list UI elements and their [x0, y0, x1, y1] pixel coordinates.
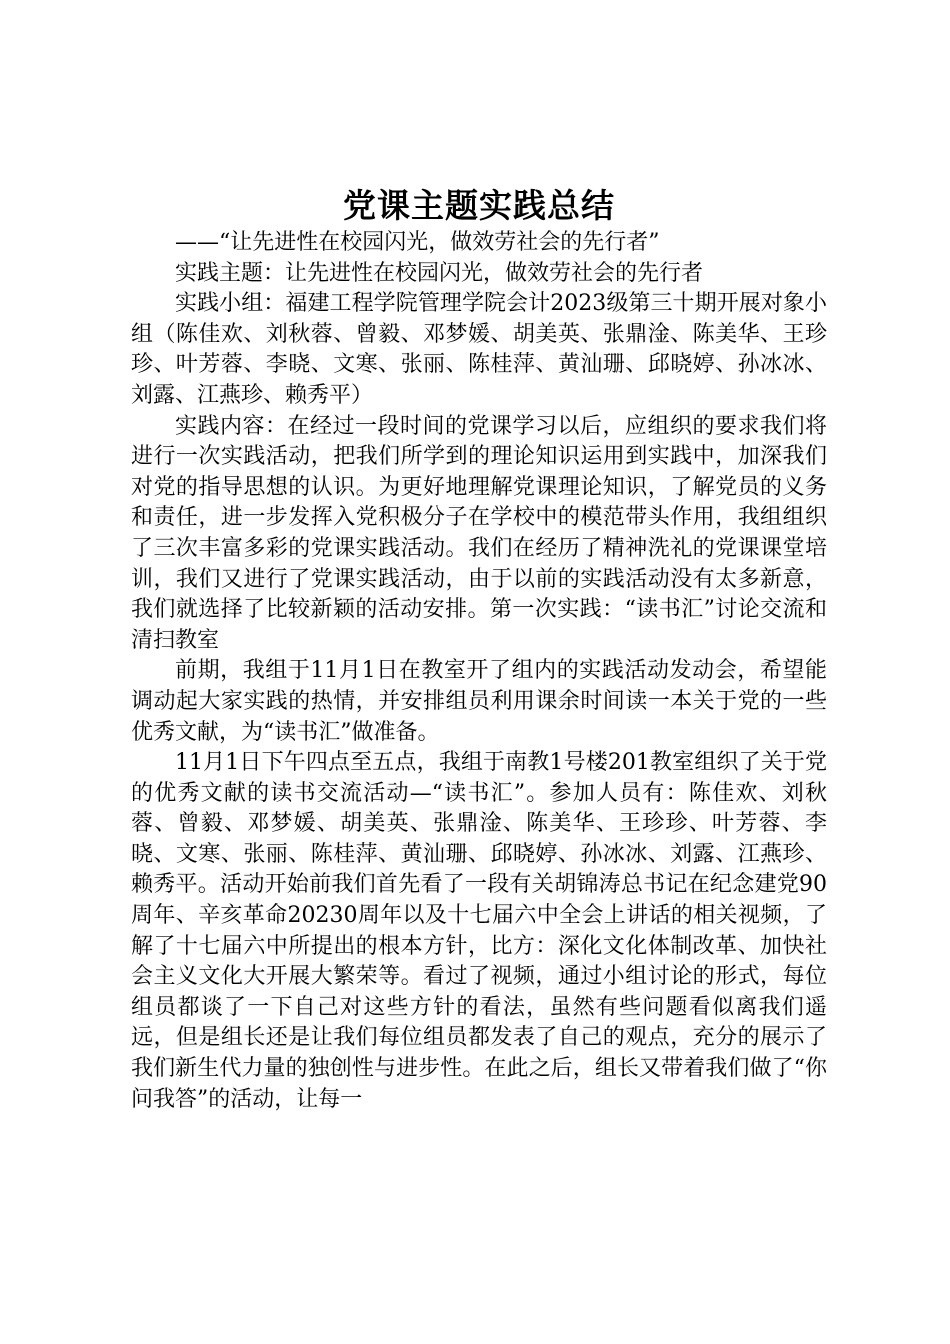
document-title: 党课主题实践总结: [343, 186, 615, 225]
document-subtitle: ——“让先进性在校园闪光，做效劳社会的先行者”: [175, 230, 660, 255]
paragraph-activity: 11月1日下午四点至五点，我组于南教1号楼201教室组织了关于党的优秀文献的读书交流活动—“读书汇”。参加人员有：陈佳欢、刘秋蓉、曾毅、邓梦媛、胡美英、张鼎淦、陈美华、王珍珍、叶芳蓉、李晓、文寒、张丽、陈桂萍、黄汕珊、邱晓婷、孙冰冰、刘露、江燕珍、赖秀平。活动开始前我们首先看了一段有关胡锦涛总书记在纪念建党90周年、辛亥革命20230周年以及十七届六中全会上讲话的相关视频，了解了十七届六中所提出的根本方针，比方：深化文化体制改革、加快社会主义文化大开展大繁荣等。看过了视频，通过小组讨论的形式，每位组员都谈了一下自己对这些方针的看法，虽然有些问题看似离我们遥远，但是组长还是让我们每位组员都发表了自己的观点，充分的展示了我们新生代力量的独创性与进步性。在此之后，组长又带着我们做了“你问我答”的活动，让每一: [131, 750, 827, 1112]
paragraph-content: 实践内容：在经过一段时间的党课学习以后，应组织的要求我们将进行一次实践活动，把我们所学到的理论知识运用到实践中，加深我们对党的指导思想的认识。为更好地理解党课理论知识，了解党员的义务和责任，进一步发挥入党积极分子在学校中的模范带头作用，我组组织了三次丰富多彩的党课实践活动。我们在经历了精神洗礼的党课课堂培训，我们又进行了党课实践活动，由于以前的实践活动没有太多新意，我们就选择了比较新颖的活动安排。第一次实践：“读书汇”讨论交流和清扫教室: [131, 413, 827, 653]
document-page: [131, 186, 827, 1115]
paragraph-preparation: 前期，我组于11月1日在教室开了组内的实践活动发动会，希望能调动起大家实践的热情，并安排组员利用课余时间读一本关于党的一些优秀文献，为“读书汇”做准备。: [131, 658, 827, 745]
paragraph-group: 实践小组：福建工程学院管理学院会计2023级第三十期开展对象小组（陈佳欢、刘秋蓉、曾毅、邓梦媛、胡美英、张鼎淦、陈美华、王珍珍、叶芳蓉、李晓、文寒、张丽、陈桂萍、黄汕珊、邱晓婷、孙冰冰、刘露、江燕珍、赖秀平）: [131, 291, 827, 408]
paragraph-theme: 实践主题：让先进性在校园闪光，做效劳社会的先行者: [175, 260, 704, 286]
